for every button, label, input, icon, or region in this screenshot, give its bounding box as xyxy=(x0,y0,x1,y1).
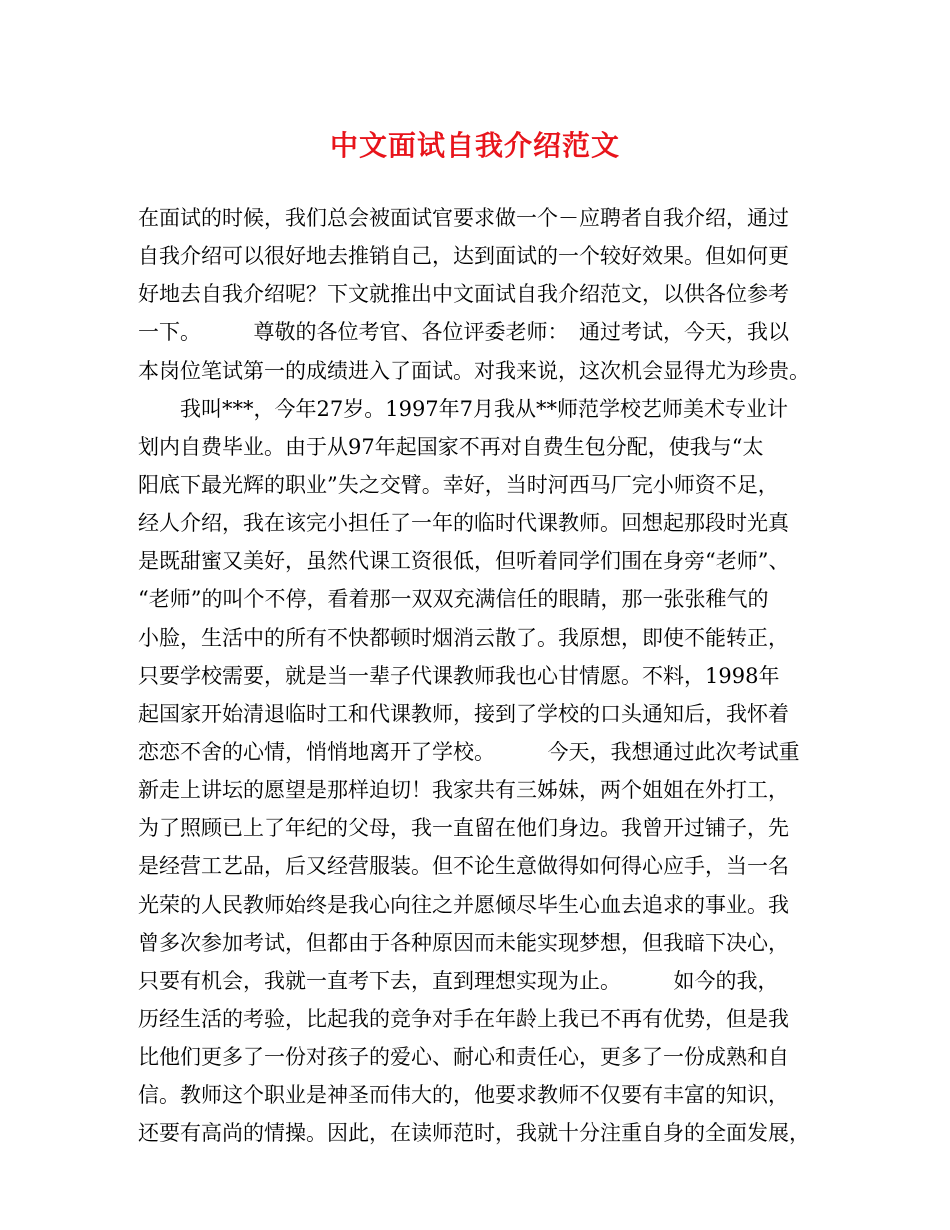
body-line: 曾多次参加考试，但都由于各种原因而未能实现梦想，但我暗下决心， xyxy=(138,930,789,955)
body-line: 是经营工艺品，后又经营服装。但不论生意做得如何得心应手，当一名 xyxy=(138,854,789,879)
body-line: 历经生活的考验，比起我的竞争对手在年龄上我已不再有优势，但是我 xyxy=(138,1006,789,1031)
body-line: 还要有高尚的情操。因此，在读师范时，我就十分注重自身的全面发展， xyxy=(138,1121,810,1146)
body-line: 阳底下最光辉的职业”失之交臂。幸好，当时河西马厂完小师资不足， xyxy=(138,472,779,497)
body-line: 为了照顾已上了年纪的父母，我一直留在他们身边。我曾开过铺子，先 xyxy=(138,816,789,841)
body-line: 划内自费毕业。由于从97年起国家不再对自费生包分配，使我与“太 xyxy=(138,434,764,459)
body-line: 小脸，生活中的所有不快都顿时烟消云散了。我原想，即使不能转正， xyxy=(138,625,789,650)
body-line: 本岗位笔试第一的成绩进入了面试。对我来说，这次机会显得尤为珍贵。 xyxy=(138,358,810,383)
body-line: 恋恋不舍的心情，悄悄地离开了学校。 今天，我想通过此次考试重 xyxy=(138,739,800,764)
body-line: 自我介绍可以很好地去推销自己，达到面试的一个较好效果。但如何更 xyxy=(138,244,789,269)
body-line: 起国家开始清退临时工和代课教师，接到了学校的口头通知后，我怀着 xyxy=(138,701,789,726)
body-line: 好地去自我介绍呢？下文就推出中文面试自我介绍范文，以供各位参考 xyxy=(138,282,789,307)
body-line: 我叫***，今年27岁。1997年7月我从**师范学校艺师美术专业计 xyxy=(138,396,789,421)
body-line: 经人介绍，我在该完小担任了一年的临时代课教师。回想起那段时光真 xyxy=(138,511,789,536)
body-line: “老师”的叫个不停，看着那一双双充满信任的眼睛，那一张张稚气的 xyxy=(138,587,769,612)
body-line: 一下。 尊敬的各位考官、各位评委老师： 通过考试，今天，我以 xyxy=(138,320,789,345)
body-line: 光荣的人民教师始终是我心向往之并愿倾尽毕生心血去追求的事业。我 xyxy=(138,892,789,917)
body-line: 新走上讲坛的愿望是那样迫切！我家共有三姊妹，两个姐姐在外打工， xyxy=(138,778,789,803)
body-line: 只要学校需要，就是当一辈子代课教师我也心甘情愿。不料，1998年 xyxy=(138,663,780,688)
body-line: 只要有机会，我就一直考下去，直到理想实现为止。 如今的我， xyxy=(138,968,779,993)
body-line: 信。教师这个职业是神圣而伟大的，他要求教师不仅要有丰富的知识， xyxy=(138,1083,789,1108)
body-line: 在面试的时候，我们总会被面试官要求做一个－应聘者自我介绍，通过 xyxy=(138,206,789,230)
body-text xyxy=(138,199,828,1153)
body-line: 是既甜蜜又美好，虽然代课工资很低，但听着同学们围在身旁“老师”、 xyxy=(138,549,790,574)
page-title: 中文面试自我介绍范文 xyxy=(329,129,620,162)
body-line: 比他们更多了一份对孩子的爱心、耐心和责任心，更多了一份成熟和自 xyxy=(138,1045,789,1070)
